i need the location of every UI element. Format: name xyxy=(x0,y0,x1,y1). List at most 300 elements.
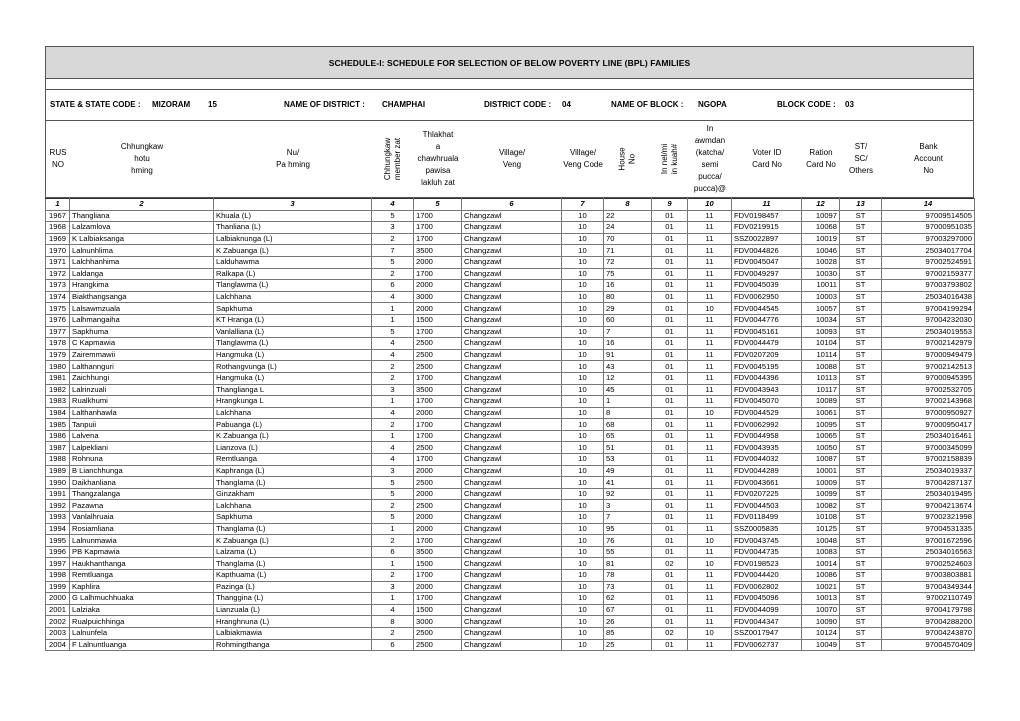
table-row xyxy=(46,546,975,558)
cell-thlakhat: 1700 xyxy=(414,222,462,234)
cell-village: Changzawl xyxy=(462,326,562,338)
cell-nel-kuah: 01 xyxy=(652,245,688,257)
cell-village: Changzawl xyxy=(462,570,562,582)
cell-ration: 10082 xyxy=(802,500,840,512)
cell-rus-no: 1984 xyxy=(46,407,70,419)
cell-chhungkaw-hotu: Lalnunmawia xyxy=(70,535,214,547)
cell-rus-no: 1977 xyxy=(46,326,70,338)
cell-member: 2 xyxy=(372,570,414,582)
cell-awmdan: 11 xyxy=(688,233,732,245)
cell-ration: 10028 xyxy=(802,256,840,268)
cell-nu-pa: Hranghnuna (L) xyxy=(214,616,372,628)
cell-voter-id: FDV0044396 xyxy=(732,372,802,384)
cell-village: Changzawl xyxy=(462,349,562,361)
cell-bank-account: 97004213674 xyxy=(882,500,975,512)
cell-thlakhat: 2500 xyxy=(414,639,462,651)
cell-st-sc: ST xyxy=(840,581,882,593)
cell-nu-pa: Rothangvunga (L) xyxy=(214,361,372,373)
cell-chhungkaw-hotu: Zairemmawii xyxy=(70,349,214,361)
cell-member: 4 xyxy=(372,604,414,616)
cell-village: Changzawl xyxy=(462,512,562,524)
cell-village: Changzawl xyxy=(462,303,562,315)
cell-st-sc: ST xyxy=(840,616,882,628)
cell-nu-pa: KT Hranga (L) xyxy=(214,314,372,326)
cell-chhungkaw-hotu: Rualpuichhinga xyxy=(70,616,214,628)
cell-village-code: 10 xyxy=(562,570,604,582)
cell-nel-kuah: 01 xyxy=(652,500,688,512)
cell-house-no: 72 xyxy=(604,256,652,268)
table-row xyxy=(46,268,975,280)
cell-nel-kuah: 01 xyxy=(652,372,688,384)
cell-rus-no: 1992 xyxy=(46,500,70,512)
cell-village-code: 10 xyxy=(562,326,604,338)
cell-bank-account: 97000950927 xyxy=(882,407,975,419)
cell-member: 3 xyxy=(372,581,414,593)
cell-house-no: 24 xyxy=(604,222,652,234)
cell-bank-account: 25034019337 xyxy=(882,465,975,477)
cell-rus-no: 2001 xyxy=(46,604,70,616)
cell-bank-account: 97000949479 xyxy=(882,349,975,361)
cell-chhungkaw-hotu: PB Kapmawia xyxy=(70,546,214,558)
cell-bank-account: 97002142513 xyxy=(882,361,975,373)
cell-thlakhat: 1700 xyxy=(414,535,462,547)
cell-awmdan: 10 xyxy=(688,535,732,547)
table-row xyxy=(46,384,975,396)
cell-village-code: 10 xyxy=(562,535,604,547)
cell-member: 2 xyxy=(372,419,414,431)
cell-bank-account: 25034016461 xyxy=(882,430,975,442)
cell-awmdan: 11 xyxy=(688,500,732,512)
cell-thlakhat: 1500 xyxy=(414,314,462,326)
header-village: Village/ Veng xyxy=(498,148,526,169)
cell-village: Changzawl xyxy=(462,396,562,408)
cell-thlakhat: 2000 xyxy=(414,256,462,268)
cell-rus-no: 1995 xyxy=(46,535,70,547)
cell-awmdan: 11 xyxy=(688,245,732,257)
cell-chhungkaw-hotu: Rualkhumi xyxy=(70,396,214,408)
cell-bank-account: 97004199294 xyxy=(882,303,975,315)
cell-house-no: 25 xyxy=(604,639,652,651)
cell-st-sc: ST xyxy=(840,256,882,268)
cell-house-no: 16 xyxy=(604,338,652,350)
cell-member: 4 xyxy=(372,349,414,361)
table-row xyxy=(46,245,975,257)
table-row xyxy=(46,280,975,292)
cell-st-sc: ST xyxy=(840,210,882,222)
cell-chhungkaw-hotu: Thangzalanga xyxy=(70,488,214,500)
column-number: 6 xyxy=(462,199,562,211)
cell-bank-account: 97002158839 xyxy=(882,454,975,466)
cell-nel-kuah: 01 xyxy=(652,430,688,442)
cell-village-code: 10 xyxy=(562,500,604,512)
cell-awmdan: 11 xyxy=(688,488,732,500)
cell-rus-no: 2004 xyxy=(46,639,70,651)
cell-voter-id: FDV0049297 xyxy=(732,268,802,280)
cell-village-code: 10 xyxy=(562,465,604,477)
cell-nu-pa: Thanglama (L) xyxy=(214,523,372,535)
cell-village: Changzawl xyxy=(462,372,562,384)
cell-member: 1 xyxy=(372,523,414,535)
cell-thlakhat: 3500 xyxy=(414,546,462,558)
cell-house-no: 62 xyxy=(604,593,652,605)
cell-village: Changzawl xyxy=(462,627,562,639)
district-value: CHAMPHAI xyxy=(382,100,426,109)
cell-nel-kuah: 01 xyxy=(652,604,688,616)
table-row xyxy=(46,535,975,547)
cell-voter-id: FDV0045047 xyxy=(732,256,802,268)
cell-village: Changzawl xyxy=(462,535,562,547)
table-row xyxy=(46,210,975,222)
cell-ration: 10068 xyxy=(802,222,840,234)
cell-village: Changzawl xyxy=(462,593,562,605)
cell-nu-pa: Tlanglawma (L) xyxy=(214,338,372,350)
cell-st-sc: ST xyxy=(840,558,882,570)
cell-rus-no: 1993 xyxy=(46,512,70,524)
cell-thlakhat: 2500 xyxy=(414,627,462,639)
cell-village-code: 10 xyxy=(562,593,604,605)
cell-member: 1 xyxy=(372,314,414,326)
cell-nu-pa: Hangmuka (L) xyxy=(214,349,372,361)
cell-voter-id: FDV0044032 xyxy=(732,454,802,466)
cell-awmdan: 11 xyxy=(688,523,732,535)
cell-member: 3 xyxy=(372,384,414,396)
cell-village-code: 10 xyxy=(562,245,604,257)
cell-house-no: 45 xyxy=(604,384,652,396)
cell-nel-kuah: 01 xyxy=(652,384,688,396)
cell-nu-pa: Thanliana (L) xyxy=(214,222,372,234)
cell-chhungkaw-hotu: Tanpuii xyxy=(70,419,214,431)
table-row xyxy=(46,419,975,431)
cell-bank-account: 97002159377 xyxy=(882,268,975,280)
cell-thlakhat: 2000 xyxy=(414,465,462,477)
cell-thlakhat: 3000 xyxy=(414,291,462,303)
cell-thlakhat: 1700 xyxy=(414,372,462,384)
cell-village: Changzawl xyxy=(462,268,562,280)
cell-thlakhat: 2500 xyxy=(414,361,462,373)
header-village-code: Village/ Veng Code xyxy=(563,148,603,169)
cell-awmdan: 11 xyxy=(688,430,732,442)
cell-st-sc: ST xyxy=(840,233,882,245)
cell-st-sc: ST xyxy=(840,523,882,535)
cell-st-sc: ST xyxy=(840,465,882,477)
cell-house-no: 68 xyxy=(604,419,652,431)
state-value: MIZORAM xyxy=(152,100,191,109)
cell-ration: 10086 xyxy=(802,570,840,582)
cell-nu-pa: Kaphranga (L) xyxy=(214,465,372,477)
cell-chhungkaw-hotu: Lalvena xyxy=(70,430,214,442)
cell-bank-account: 97004232030 xyxy=(882,314,975,326)
cell-village: Changzawl xyxy=(462,419,562,431)
cell-rus-no: 1974 xyxy=(46,291,70,303)
cell-ration: 10065 xyxy=(802,430,840,442)
cell-member: 4 xyxy=(372,442,414,454)
cell-chhungkaw-hotu: Biakthangsanga xyxy=(70,291,214,303)
cell-st-sc: ST xyxy=(840,314,882,326)
cell-village: Changzawl xyxy=(462,558,562,570)
cell-house-no: 92 xyxy=(604,488,652,500)
cell-st-sc: ST xyxy=(840,280,882,292)
cell-village: Changzawl xyxy=(462,430,562,442)
schedule-sheet xyxy=(45,46,974,651)
table-row xyxy=(46,430,975,442)
cell-chhungkaw-hotu: Lalchhanhima xyxy=(70,256,214,268)
cell-nel-kuah: 01 xyxy=(652,581,688,593)
cell-thlakhat: 1700 xyxy=(414,419,462,431)
cell-village-code: 10 xyxy=(562,361,604,373)
cell-member: 1 xyxy=(372,303,414,315)
cell-voter-id: FDV0045195 xyxy=(732,361,802,373)
cell-ration: 10099 xyxy=(802,488,840,500)
cell-thlakhat: 2500 xyxy=(414,338,462,350)
cell-rus-no: 1979 xyxy=(46,349,70,361)
cell-ration: 10057 xyxy=(802,303,840,315)
cell-st-sc: ST xyxy=(840,361,882,373)
cell-voter-id: FDV0044529 xyxy=(732,407,802,419)
cell-member: 3 xyxy=(372,465,414,477)
cell-member: 5 xyxy=(372,512,414,524)
cell-bank-account: 97004179798 xyxy=(882,604,975,616)
cell-member: 4 xyxy=(372,454,414,466)
cell-village: Changzawl xyxy=(462,222,562,234)
cell-awmdan: 11 xyxy=(688,280,732,292)
cell-member: 2 xyxy=(372,372,414,384)
cell-thlakhat: 3500 xyxy=(414,245,462,257)
cell-awmdan: 11 xyxy=(688,361,732,373)
cell-village-code: 10 xyxy=(562,349,604,361)
cell-awmdan: 11 xyxy=(688,268,732,280)
cell-nu-pa: Lianzuala (L) xyxy=(214,604,372,616)
cell-village-code: 10 xyxy=(562,546,604,558)
cell-nu-pa: Kapthuama (L) xyxy=(214,570,372,582)
cell-voter-id: FDV0044347 xyxy=(732,616,802,628)
cell-house-no: 1 xyxy=(604,396,652,408)
cell-house-no: 43 xyxy=(604,361,652,373)
cell-bank-account: 97004570409 xyxy=(882,639,975,651)
cell-bank-account: 97002524603 xyxy=(882,558,975,570)
cell-house-no: 75 xyxy=(604,268,652,280)
cell-house-no: 91 xyxy=(604,349,652,361)
cell-village-code: 10 xyxy=(562,639,604,651)
cell-nel-kuah: 01 xyxy=(652,419,688,431)
table-row xyxy=(46,303,975,315)
cell-rus-no: 1973 xyxy=(46,280,70,292)
cell-bank-account: 97004287137 xyxy=(882,477,975,489)
cell-awmdan: 11 xyxy=(688,349,732,361)
cell-ration: 10087 xyxy=(802,454,840,466)
cell-member: 4 xyxy=(372,338,414,350)
cell-rus-no: 2002 xyxy=(46,616,70,628)
cell-rus-no: 2000 xyxy=(46,593,70,605)
cell-voter-id: FDV0045039 xyxy=(732,280,802,292)
table-row xyxy=(46,361,975,373)
column-number: 9 xyxy=(652,199,688,211)
cell-awmdan: 11 xyxy=(688,384,732,396)
cell-chhungkaw-hotu: Lalhmangaiha xyxy=(70,314,214,326)
cell-awmdan: 11 xyxy=(688,326,732,338)
cell-village-code: 10 xyxy=(562,627,604,639)
cell-nu-pa: Hrangkunga L xyxy=(214,396,372,408)
cell-st-sc: ST xyxy=(840,488,882,500)
cell-st-sc: ST xyxy=(840,407,882,419)
cell-awmdan: 11 xyxy=(688,291,732,303)
cell-member: 7 xyxy=(372,245,414,257)
cell-village: Changzawl xyxy=(462,291,562,303)
cell-awmdan: 10 xyxy=(688,627,732,639)
cell-bank-account: 97002524591 xyxy=(882,256,975,268)
cell-voter-id: FDV0044420 xyxy=(732,570,802,582)
cell-nu-pa: K Zabuanga (L) xyxy=(214,430,372,442)
cell-voter-id: FDV0044503 xyxy=(732,500,802,512)
table-row xyxy=(46,349,975,361)
cell-st-sc: ST xyxy=(840,500,882,512)
cell-thlakhat: 1700 xyxy=(414,430,462,442)
table-row xyxy=(46,291,975,303)
cell-awmdan: 11 xyxy=(688,477,732,489)
cell-voter-id: FDV0043745 xyxy=(732,535,802,547)
cell-ration: 10050 xyxy=(802,442,840,454)
table-row xyxy=(46,558,975,570)
cell-chhungkaw-hotu: Zaichhungi xyxy=(70,372,214,384)
cell-thlakhat: 2500 xyxy=(414,477,462,489)
cell-voter-id: FDV0043943 xyxy=(732,384,802,396)
cell-member: 6 xyxy=(372,546,414,558)
cell-nu-pa: Pazinga (L) xyxy=(214,581,372,593)
cell-rus-no: 1998 xyxy=(46,570,70,582)
cell-village-code: 10 xyxy=(562,488,604,500)
header-rus-no: RUS NO xyxy=(49,148,67,169)
cell-st-sc: ST xyxy=(840,442,882,454)
cell-awmdan: 11 xyxy=(688,546,732,558)
cell-thlakhat: 2000 xyxy=(414,488,462,500)
column-number: 5 xyxy=(414,199,462,211)
cell-voter-id: FDV0118499 xyxy=(732,512,802,524)
cell-chhungkaw-hotu: Lalziaka xyxy=(70,604,214,616)
cell-house-no: 12 xyxy=(604,372,652,384)
cell-st-sc: ST xyxy=(840,512,882,524)
cell-chhungkaw-hotu: K Lalbiaksanga xyxy=(70,233,214,245)
cell-thlakhat: 1500 xyxy=(414,558,462,570)
cell-member: 5 xyxy=(372,326,414,338)
cell-bank-account: 97000945395 xyxy=(882,372,975,384)
cell-village: Changzawl xyxy=(462,616,562,628)
cell-rus-no: 1987 xyxy=(46,442,70,454)
cell-member: 4 xyxy=(372,291,414,303)
cell-ration: 10108 xyxy=(802,512,840,524)
cell-st-sc: ST xyxy=(840,454,882,466)
cell-nel-kuah: 01 xyxy=(652,256,688,268)
cell-st-sc: ST xyxy=(840,430,882,442)
block-label: NAME OF BLOCK : xyxy=(611,100,684,109)
cell-voter-id: SSZ0022897 xyxy=(732,233,802,245)
cell-rus-no: 1986 xyxy=(46,430,70,442)
cell-thlakhat: 1700 xyxy=(414,233,462,245)
cell-member: 1 xyxy=(372,396,414,408)
column-number: 8 xyxy=(604,199,652,211)
table-row xyxy=(46,604,975,616)
cell-rus-no: 1968 xyxy=(46,222,70,234)
cell-rus-no: 1989 xyxy=(46,465,70,477)
cell-village-code: 10 xyxy=(562,303,604,315)
cell-chhungkaw-hotu: G Lalhmuchhuaka xyxy=(70,593,214,605)
cell-bank-account: 25034019553 xyxy=(882,326,975,338)
cell-village: Changzawl xyxy=(462,338,562,350)
block-code-label: BLOCK CODE : xyxy=(777,100,836,109)
cell-house-no: 49 xyxy=(604,465,652,477)
cell-rus-no: 1969 xyxy=(46,233,70,245)
cell-ration: 10090 xyxy=(802,616,840,628)
cell-nel-kuah: 01 xyxy=(652,361,688,373)
cell-rus-no: 1983 xyxy=(46,396,70,408)
cell-member: 1 xyxy=(372,430,414,442)
cell-rus-no: 1975 xyxy=(46,303,70,315)
cell-rus-no: 1982 xyxy=(46,384,70,396)
column-number: 3 xyxy=(214,199,372,211)
cell-member: 5 xyxy=(372,210,414,222)
cell-rus-no: 1971 xyxy=(46,256,70,268)
cell-village-code: 10 xyxy=(562,291,604,303)
cell-ration: 10013 xyxy=(802,593,840,605)
cell-nel-kuah: 01 xyxy=(652,280,688,292)
cell-village: Changzawl xyxy=(462,384,562,396)
cell-village: Changzawl xyxy=(462,245,562,257)
cell-nel-kuah: 01 xyxy=(652,477,688,489)
cell-nu-pa: Sapkhuma xyxy=(214,512,372,524)
header-bank: Bank Account No xyxy=(914,142,943,175)
cell-nel-kuah: 01 xyxy=(652,338,688,350)
cell-st-sc: ST xyxy=(840,245,882,257)
cell-bank-account: 97009514505 xyxy=(882,210,975,222)
cell-village: Changzawl xyxy=(462,488,562,500)
cell-voter-id: SSZ0017947 xyxy=(732,627,802,639)
cell-bank-account: 97004531335 xyxy=(882,523,975,535)
cell-awmdan: 11 xyxy=(688,222,732,234)
table-row xyxy=(46,338,975,350)
cell-chhungkaw-hotu: Rosiamliana xyxy=(70,523,214,535)
cell-awmdan: 11 xyxy=(688,338,732,350)
cell-thlakhat: 2000 xyxy=(414,581,462,593)
cell-chhungkaw-hotu: B Lianchhunga xyxy=(70,465,214,477)
cell-voter-id: FDV0062992 xyxy=(732,419,802,431)
cell-bank-account: 97004349344 xyxy=(882,581,975,593)
cell-st-sc: ST xyxy=(840,291,882,303)
cell-st-sc: ST xyxy=(840,326,882,338)
cell-nel-kuah: 01 xyxy=(652,570,688,582)
cell-nu-pa: K Zabuanga (L) xyxy=(214,535,372,547)
cell-awmdan: 11 xyxy=(688,465,732,477)
cell-chhungkaw-hotu: Pazawna xyxy=(70,500,214,512)
cell-ration: 10117 xyxy=(802,384,840,396)
column-number: 12 xyxy=(802,199,840,211)
cell-chhungkaw-hotu: Lalnunhlima xyxy=(70,245,214,257)
schedule-title: SCHEDULE-I: SCHEDULE FOR SELECTION OF BELOW POVERTY LINE (BPL) FAMILIES xyxy=(45,46,974,79)
cell-house-no: 73 xyxy=(604,581,652,593)
cell-bank-account: 25034016438 xyxy=(882,291,975,303)
cell-ration: 10070 xyxy=(802,604,840,616)
cell-nu-pa: Lianzova (L) xyxy=(214,442,372,454)
cell-st-sc: ST xyxy=(840,349,882,361)
cell-bank-account: 97003803881 xyxy=(882,570,975,582)
cell-thlakhat: 2000 xyxy=(414,523,462,535)
cell-ration: 10034 xyxy=(802,314,840,326)
column-number: 13 xyxy=(840,199,882,211)
cell-nel-kuah: 01 xyxy=(652,488,688,500)
cell-nu-pa: Thanglama (L) xyxy=(214,477,372,489)
cell-member: 8 xyxy=(372,616,414,628)
cell-thlakhat: 2000 xyxy=(414,280,462,292)
header-nu-pa: Nu/ Pa hming xyxy=(276,148,310,169)
cell-nel-kuah: 01 xyxy=(652,593,688,605)
cell-awmdan: 11 xyxy=(688,372,732,384)
